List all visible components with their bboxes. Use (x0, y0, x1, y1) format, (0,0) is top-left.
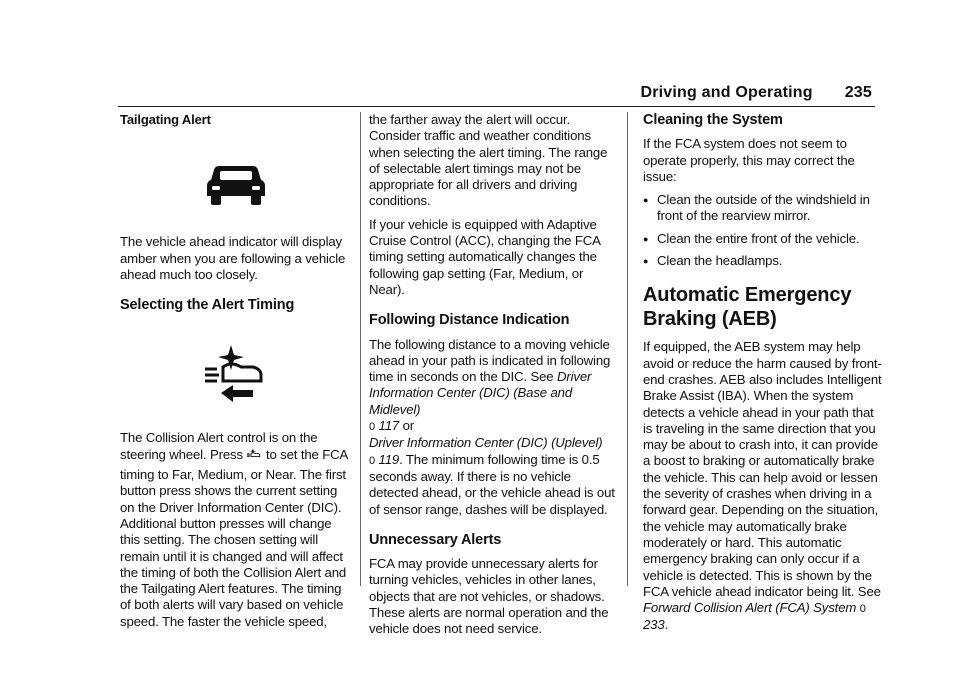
selecting-alert-timing-heading: Selecting the Alert Timing (120, 297, 295, 314)
list-item: ● Clean the entire front of the vehicle. (643, 231, 883, 247)
paragraph (369, 337, 617, 518)
running-header (640, 84, 872, 102)
vehicle-ahead-icon (120, 138, 352, 228)
cleaning-system-heading: Cleaning the System (643, 112, 783, 128)
cross-reference-link[interactable]: Driver Information Center (DIC) (Base and Midlevel) (369, 369, 592, 417)
text-run: . The minimum following time is 0.5 seconds away. If there is no vehicle detected ahead, or the vehicle ahead is out of sensor range, dashes will be displayed. (369, 451, 615, 517)
text-run: or (399, 418, 415, 434)
section-title: Driving and Operating (640, 84, 813, 101)
paragraph: the farther away the alert will occur. Consider traffic and weather conditions when selecting the alert timing. The range of selectable alert timings may not be appropriate for all drivers and driving conditions. (369, 112, 608, 209)
column-2 (369, 112, 617, 645)
paragraph (120, 430, 352, 630)
list-item: ● Clean the headlamps. (643, 253, 883, 269)
page-reference-arrow-icon: 0 (369, 421, 375, 434)
text-run: . (664, 617, 669, 633)
unnecessary-alerts-heading: Unnecessary Alerts (369, 531, 502, 548)
paragraph: If the FCA system does not seem to operate properly, this may correct the issue: (643, 136, 855, 184)
heading-line: Automatic Emergency (643, 284, 852, 307)
text-run: The following distance to a moving vehicle ahead in your path is indicated in following time in seconds on the DIC. See (369, 336, 611, 385)
text-run: If equipped, the AEB system may help avoid or reduce the harm caused by front-end crashes. AEB also includes Intelligent Brake Assist (IBA). When the system detects a vehicle ahead in your path that is traveling in the same direction that you may be about to crash into, it can provide a boost to braking or automatically brake the vehicle. This can help avoid or lessen the severity of crashes when driving in a forward gear. Depending on the situation, the vehicle may automatically brake moderately or hard. This automatic emergency braking can only occur if a vehicle is detected. This is shown by the FCA vehicle ahead indicator being lit. See (643, 339, 882, 599)
header-rule (118, 106, 875, 107)
paragraph: If your vehicle is equipped with Adaptive Cruise Control (ACC), changing the FCA timing setting automatically changes the following gap setting (Far, Medium, or Near). (369, 216, 601, 297)
bullet-list (643, 192, 883, 269)
text-run: The Collision Alert control is on the steering wheel. Press (120, 430, 318, 462)
column-1 (120, 112, 352, 637)
list-item: ● Clean the outside of the windshield in front of the rearview mirror. (643, 192, 883, 225)
page-number: 235 (844, 84, 872, 101)
paragraph (643, 339, 883, 633)
collision-alert-timing-icon (120, 321, 352, 426)
page-reference-arrow-icon: 0 (369, 454, 375, 467)
paragraph: The vehicle ahead indicator will display amber when you are following a vehicle ahead much too closely. (120, 234, 346, 282)
text-run: to set the FCA timing to Far, Medium, or Near. The first button press shows the current setting on the Driver Information Center (DIC). Additional button presses will change this setting. The chosen setting will remain until it is changed and will affect the timing of both the Collision Alert and the Tailgating Alert features. The timing of both alerts will vary based on vehicle speed. The faster the vehicle speed, (120, 446, 348, 629)
page-reference[interactable]: 233 (643, 617, 665, 633)
following-distance-heading: Following Distance Indication (369, 312, 570, 329)
collision-alert-button-icon (246, 447, 262, 467)
cross-reference-link[interactable]: Driver Information Center (DIC) (Uplevel) (369, 435, 603, 451)
column-divider (627, 112, 628, 586)
paragraph: FCA may provide unnecessary alerts for turning vehicles, vehicles in other lanes, objects that are not vehicles, or shadows. These alerts are normal operation and the vehicle does not need service. (369, 556, 609, 637)
column-3 (643, 112, 883, 641)
heading-line: Braking (AEB) (643, 308, 777, 331)
column-divider (360, 112, 361, 586)
tailgating-alert-heading: Tailgating Alert (120, 112, 211, 127)
cross-reference-link[interactable]: Forward Collision Alert (FCA) System (643, 600, 857, 616)
page-reference[interactable]: 119 (378, 451, 400, 467)
page-reference[interactable]: 117 (378, 418, 400, 434)
aeb-heading (643, 283, 883, 331)
page-reference-arrow-icon: 0 (859, 603, 866, 616)
